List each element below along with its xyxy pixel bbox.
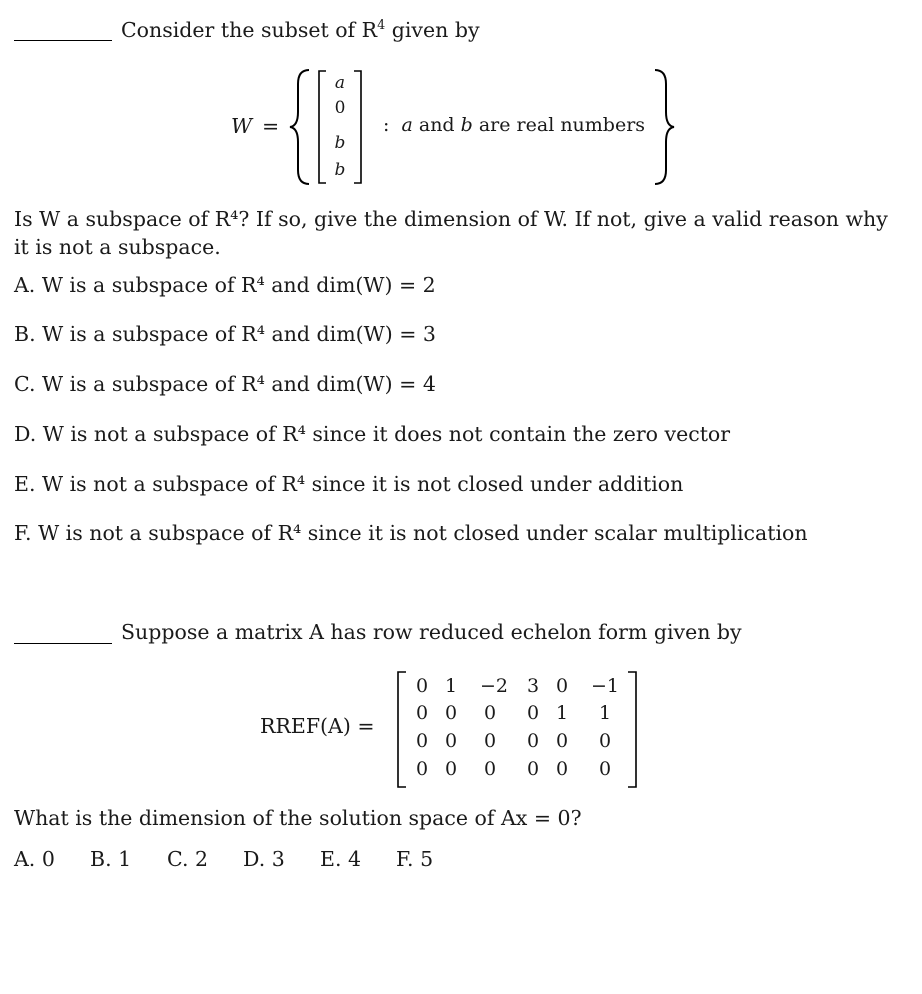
matrix-left-bracket-icon (398, 672, 406, 787)
q1-option-f[interactable]: F. W is not a subspace of R⁴ since it is not closed under scalar multiplication (14, 521, 808, 545)
matrix-cell: 1 (555, 702, 569, 724)
matrix-cell: 0 (415, 758, 429, 780)
matrix-cell: 0 (526, 702, 540, 724)
q2-intro: Suppose a matrix A has row reduced echelon form given by (121, 620, 742, 644)
vector-entry: 0 (334, 98, 346, 118)
matrix-cell: 0 (444, 702, 458, 724)
q1-question-line-1: Is W a subspace of R⁴? If so, give the dimension of W. If not, give a valid reason why (14, 207, 888, 231)
vector-entry: b (334, 133, 346, 153)
matrix-cell: 0 (415, 702, 429, 724)
q1-question-line-2: it is not a subspace. (14, 235, 221, 259)
matrix-right-bracket-icon (628, 672, 636, 787)
matrix-cell: 0 (483, 730, 497, 752)
matrix-cell: 0 (598, 758, 612, 780)
matrix-cell: 0 (444, 758, 458, 780)
q1-option-a[interactable]: A. W is a subspace of R⁴ and dim(W) = 2 (14, 273, 436, 297)
set-variable-w: W (231, 114, 253, 138)
matrix-cell: 0 (415, 675, 429, 697)
rref-label: RREF(A) = (260, 714, 375, 738)
matrix-cell: 1 (444, 675, 458, 697)
q1-option-d[interactable]: D. W is not a subspace of R⁴ since it does not contain the zero vector (14, 422, 731, 446)
matrix-cell: 1 (598, 702, 612, 724)
matrix-cell: 0 (555, 675, 569, 697)
set-equals-sign: = (262, 114, 280, 138)
matrix-cell: 0 (598, 730, 612, 752)
matrix-cell: 0 (555, 758, 569, 780)
q1-option-c[interactable]: C. W is a subspace of R⁴ and dim(W) = 4 (14, 372, 436, 396)
matrix-cell: 0 (483, 702, 497, 724)
matrix-cell: 0 (526, 730, 540, 752)
matrix-cell: 0 (526, 758, 540, 780)
q2-question: What is the dimension of the solution space of Ax = 0? (14, 806, 582, 830)
matrix-cell: −2 (479, 675, 508, 697)
vector-entry: b (334, 160, 346, 180)
matrix-cell: 3 (526, 675, 540, 697)
q1-option-e[interactable]: E. W is not a subspace of R⁴ since it is not closed under addition (14, 472, 684, 496)
q1-option-b[interactable]: B. W is a subspace of R⁴ and dim(W) = 3 (14, 322, 436, 346)
q2-choice-a[interactable]: A. 0 (14, 847, 55, 871)
q2-choice-f[interactable]: F. 5 (396, 847, 434, 871)
matrix-cell: 0 (415, 730, 429, 752)
q1-intro: Consider the subset of $R^4$ given by (121, 17, 480, 42)
q2-choice-b[interactable]: B. 1 (90, 847, 132, 871)
matrix-cell: 0 (555, 730, 569, 752)
vector-entry: a (334, 73, 346, 93)
set-condition: : a and b are real numbers (383, 114, 646, 136)
q2-choice-d[interactable]: D. 3 (243, 847, 285, 871)
q2-choice-e[interactable]: E. 4 (320, 847, 362, 871)
matrix-cell: 0 (444, 730, 458, 752)
matrix-cell: 0 (483, 758, 497, 780)
q2-choice-c[interactable]: C. 2 (167, 847, 209, 871)
matrix-cell: −1 (590, 675, 619, 697)
